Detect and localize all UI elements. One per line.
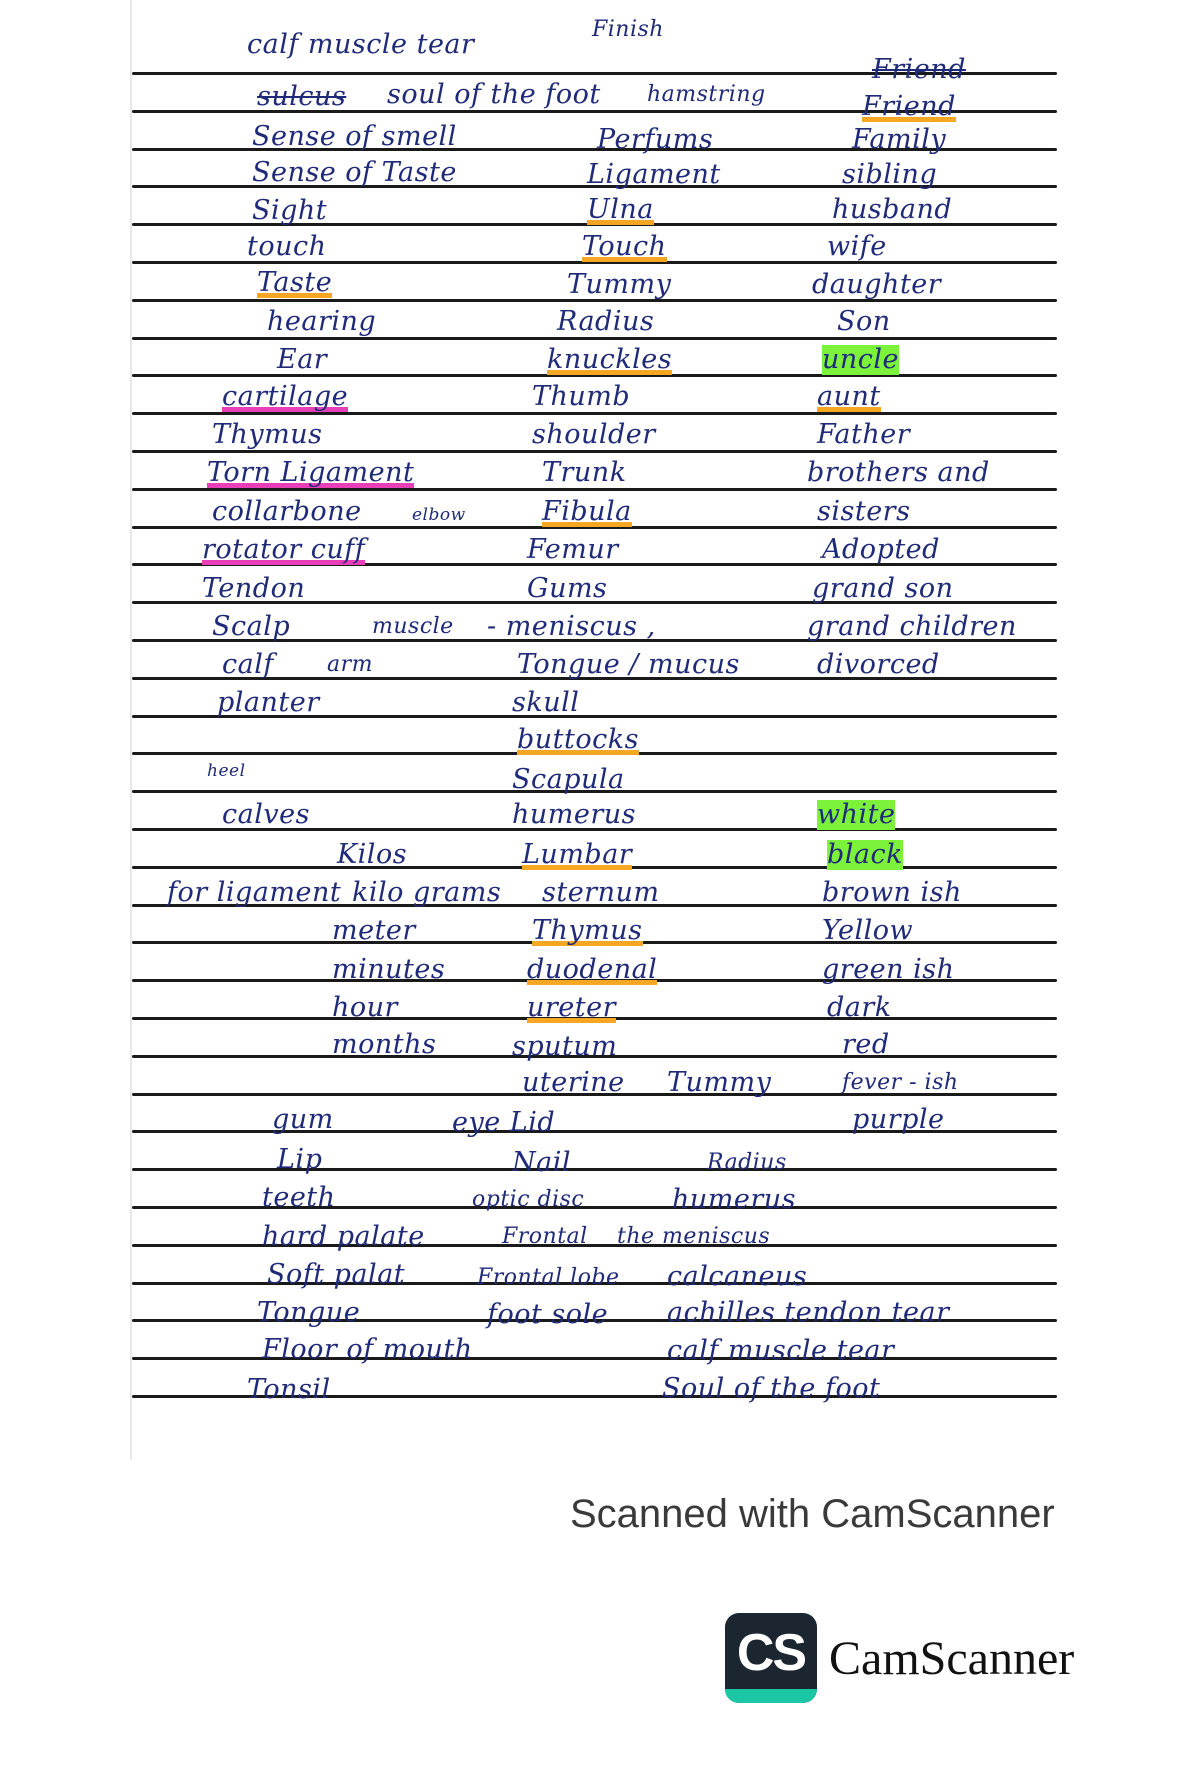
note-word: the meniscus bbox=[617, 1224, 771, 1249]
note-word: sputum bbox=[512, 1031, 618, 1062]
scanned-with-label: Scanned with CamScanner bbox=[570, 1492, 1055, 1536]
note-word: months bbox=[332, 1029, 437, 1060]
note-word: minutes bbox=[332, 954, 446, 985]
note-word: green ish bbox=[822, 954, 955, 985]
note-word: Scalp bbox=[212, 611, 291, 642]
note-word: uterine bbox=[522, 1067, 625, 1098]
note-word: humerus bbox=[512, 799, 637, 830]
note-word: touch bbox=[247, 231, 327, 262]
note-word: duodenal bbox=[527, 954, 658, 985]
note-word: soul of the foot bbox=[387, 79, 601, 110]
note-word: sulcus bbox=[257, 81, 347, 112]
note-word: calf muscle tear bbox=[247, 29, 475, 60]
note-word: Soul of the foot bbox=[662, 1373, 881, 1404]
note-word: Tongue / mucus bbox=[517, 649, 740, 680]
note-word: white bbox=[817, 799, 896, 830]
note-word: optic disc bbox=[472, 1187, 585, 1212]
note-word: buttocks bbox=[517, 724, 639, 755]
note-word: Sight bbox=[252, 195, 328, 226]
note-word: Frontal bbox=[502, 1224, 588, 1249]
note-word: dark bbox=[827, 992, 892, 1023]
note-word: Adopted bbox=[822, 534, 940, 565]
note-word: calcaneus bbox=[667, 1261, 808, 1292]
note-word: Family bbox=[852, 124, 947, 155]
note-word: uncle bbox=[822, 344, 900, 375]
note-word: foot sole bbox=[487, 1299, 609, 1330]
note-word: sisters bbox=[817, 496, 911, 527]
note-word: wife bbox=[827, 231, 887, 262]
note-word: for ligament bbox=[167, 877, 342, 908]
note-word: calves bbox=[222, 799, 310, 830]
note-word: Son bbox=[837, 306, 891, 337]
note-word: Frontal lobe bbox=[477, 1265, 620, 1290]
note-word: grand son bbox=[812, 573, 954, 604]
note-word: divorced bbox=[817, 649, 940, 680]
note-word: Thymus bbox=[212, 419, 323, 450]
note-word: - meniscus , bbox=[487, 611, 656, 642]
ruled-line bbox=[132, 488, 1057, 491]
note-word: achilles tendon tear bbox=[667, 1297, 950, 1328]
note-word: elbow bbox=[412, 505, 466, 525]
note-word: Torn Ligament bbox=[207, 457, 415, 488]
logo-letters: CS bbox=[736, 1624, 806, 1682]
note-word: Touch bbox=[582, 231, 667, 262]
note-word: calf bbox=[222, 649, 274, 680]
note-word: teeth bbox=[262, 1182, 336, 1213]
note-word: hour bbox=[332, 992, 398, 1023]
note-word: hard palate bbox=[262, 1221, 425, 1252]
camscanner-logo-icon bbox=[725, 1613, 817, 1703]
note-word: Thumb bbox=[532, 381, 631, 412]
note-word: Father bbox=[817, 419, 911, 450]
note-word: Tummy bbox=[667, 1067, 772, 1098]
ruled-line bbox=[132, 412, 1057, 415]
note-word: Femur bbox=[527, 534, 619, 565]
note-word: kilo grams bbox=[352, 877, 502, 908]
note-word: Lumbar bbox=[522, 839, 633, 870]
note-word: meter bbox=[332, 915, 416, 946]
note-word: Radius bbox=[557, 306, 655, 337]
note-word: Tongue bbox=[257, 1297, 361, 1328]
ruled-line bbox=[132, 337, 1057, 340]
note-word: hearing bbox=[267, 306, 377, 337]
note-word: cartilage bbox=[222, 381, 349, 412]
note-word: Soft palat bbox=[267, 1259, 406, 1290]
note-word: arm bbox=[327, 652, 373, 677]
note-word: hamstring bbox=[647, 82, 766, 107]
note-word: Scapula bbox=[512, 764, 625, 795]
note-word: Radius bbox=[707, 1150, 787, 1175]
note-word: humerus bbox=[672, 1184, 797, 1215]
note-word: rotator cuff bbox=[202, 534, 366, 565]
note-word: Fibula bbox=[542, 496, 632, 527]
note-word: brown ish bbox=[822, 877, 962, 908]
note-word: daughter bbox=[812, 269, 942, 300]
note-word: Taste bbox=[257, 267, 333, 298]
note-word: sibling bbox=[842, 159, 938, 190]
note-word: shoulder bbox=[532, 419, 656, 450]
note-word: Tonsil bbox=[247, 1374, 331, 1405]
note-word: Trunk bbox=[542, 457, 627, 488]
note-word: Thymus bbox=[532, 915, 643, 946]
note-word: eye Lid bbox=[452, 1107, 556, 1138]
note-word: Perfums bbox=[597, 124, 714, 155]
note-word: Friend bbox=[862, 91, 956, 122]
note-word: Finish bbox=[592, 17, 664, 42]
note-word: purple bbox=[852, 1104, 945, 1135]
note-word: Lip bbox=[277, 1144, 323, 1175]
note-word: aunt bbox=[817, 381, 881, 412]
camscanner-brand bbox=[725, 1612, 1074, 1704]
note-word: brothers and bbox=[807, 457, 990, 488]
note-word: Sense of smell bbox=[252, 121, 457, 152]
note-word: Yellow bbox=[822, 915, 914, 946]
ruled-line bbox=[132, 1168, 1057, 1171]
logo-accent-bar bbox=[725, 1689, 817, 1703]
note-word: collarbone bbox=[212, 496, 362, 527]
note-word: knuckles bbox=[547, 344, 673, 375]
ruled-line bbox=[132, 450, 1057, 453]
note-word: Ulna bbox=[587, 194, 654, 225]
note-word: sternum bbox=[542, 877, 660, 908]
note-word: Nail bbox=[512, 1147, 571, 1178]
note-word: muscle bbox=[372, 614, 454, 639]
note-word: Tummy bbox=[567, 269, 672, 300]
brand-name: CamScanner bbox=[829, 1631, 1075, 1685]
notebook-page bbox=[130, 0, 1057, 1460]
note-word: Ear bbox=[277, 344, 328, 375]
note-word: Ligament bbox=[587, 159, 721, 190]
note-word: grand children bbox=[807, 611, 1017, 642]
note-word: Tendon bbox=[202, 573, 306, 604]
note-word: gum bbox=[272, 1104, 334, 1135]
note-word: Sense of Taste bbox=[252, 157, 457, 188]
note-word: calf muscle tear bbox=[667, 1335, 895, 1366]
note-word: ureter bbox=[527, 992, 617, 1023]
note-word: Gums bbox=[527, 573, 608, 604]
note-word: planter bbox=[217, 687, 320, 718]
note-word: fever - ish bbox=[842, 1070, 959, 1095]
note-word: Friend bbox=[872, 54, 966, 85]
note-word: black bbox=[827, 839, 903, 870]
note-word: heel bbox=[207, 761, 246, 781]
note-word: skull bbox=[512, 687, 580, 718]
note-word: husband bbox=[832, 194, 953, 225]
note-word: red bbox=[842, 1029, 890, 1060]
note-word: Floor of mouth bbox=[262, 1334, 473, 1365]
note-word: Kilos bbox=[337, 839, 408, 870]
